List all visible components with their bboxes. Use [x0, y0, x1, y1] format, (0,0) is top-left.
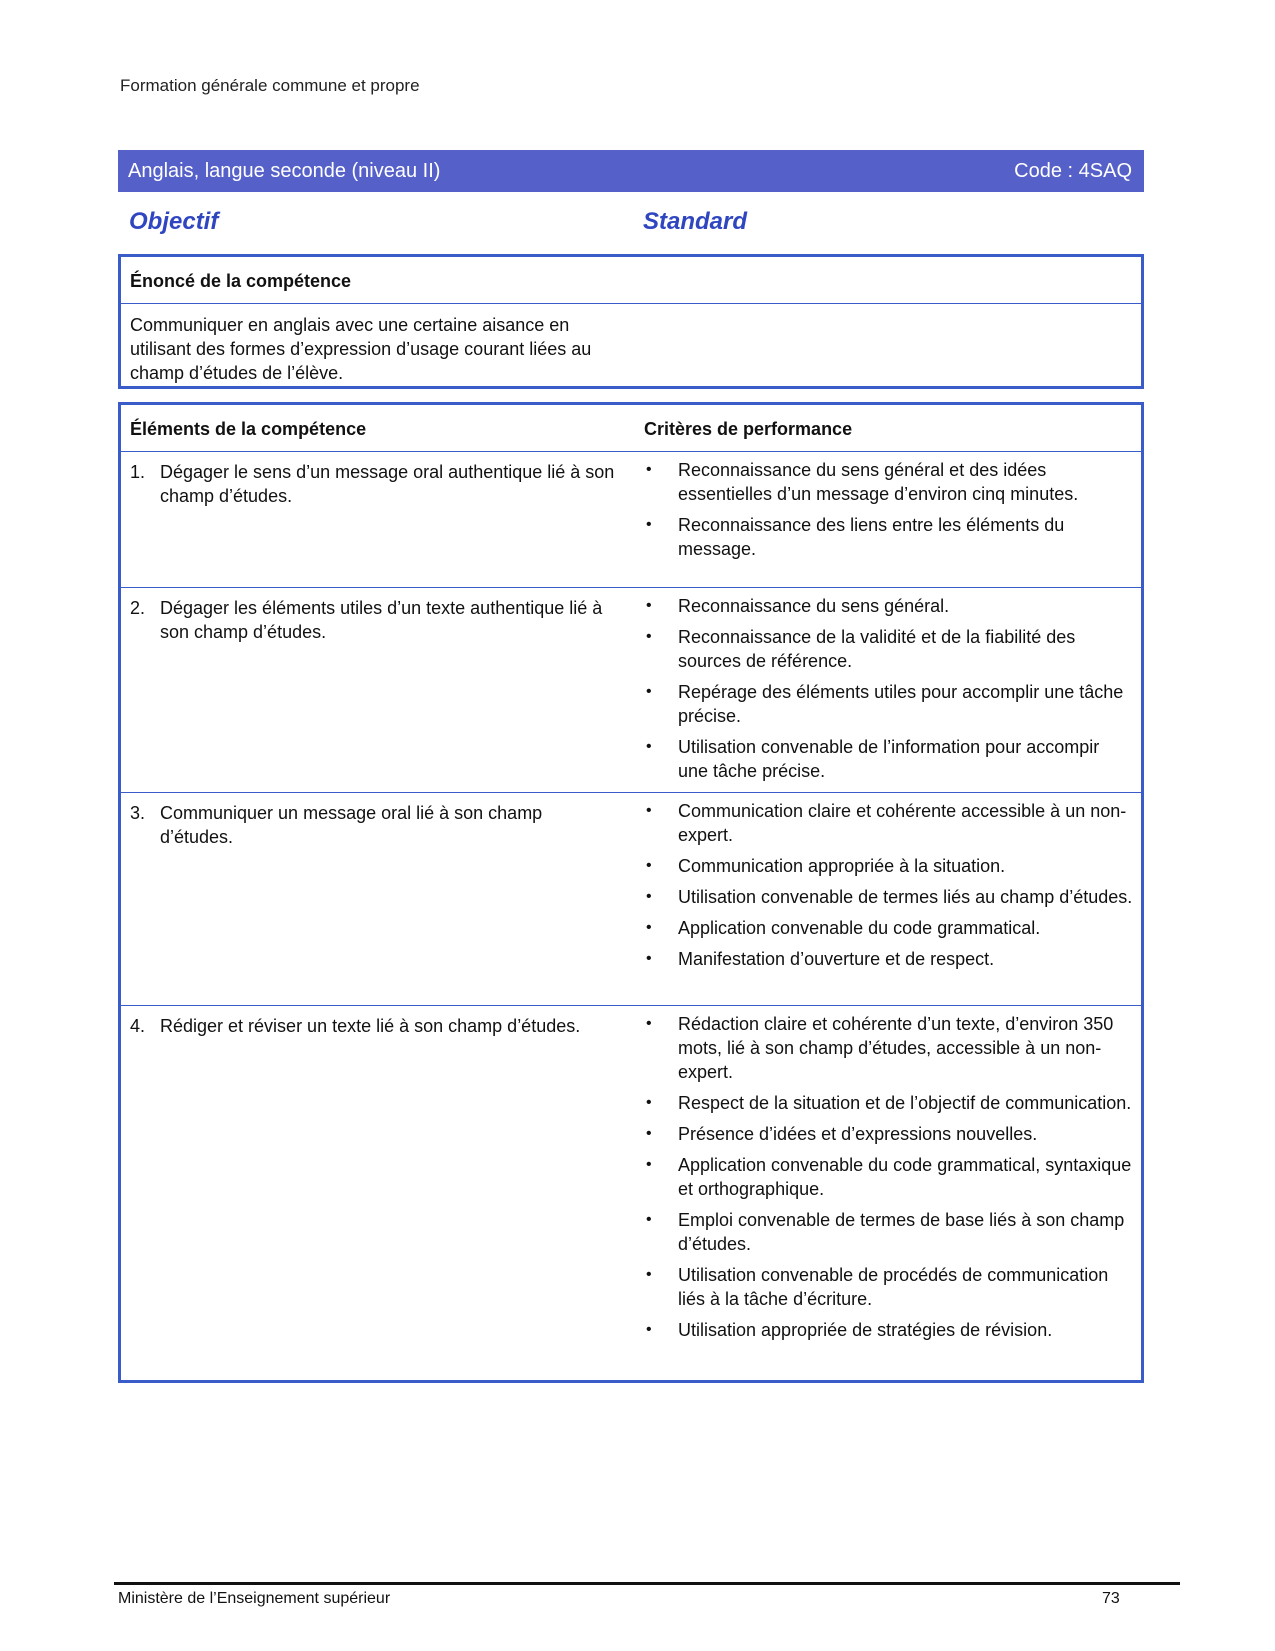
criterion-text: Communication appropriée à la situation. [678, 856, 1006, 876]
criterion-text: Utilisation convenable de termes liés au champ d’études. [678, 887, 1133, 907]
criterion-item [644, 854, 1134, 878]
criterion-text: Reconnaissance de la validité et de la fiabilité des sources de référence. [678, 627, 1076, 671]
bullet-icon: • [646, 1094, 652, 1111]
enonce-text: Communiquer en anglais avec une certaine aisance en utilisant des formes d’expression d’usage courant liées au champ d’études de l’élève. [130, 315, 592, 383]
element-text [130, 596, 620, 644]
criterion-text: Repérage des éléments utiles pour accomplir une tâche précise. [678, 682, 1124, 726]
objectif-heading: Objectif [129, 208, 219, 235]
criterion-text: Reconnaissance du sens général et des idées essentielles d’un message d’environ cinq minutes. [678, 460, 1079, 504]
criterion-text: Utilisation appropriée de stratégies de révision. [678, 1320, 1053, 1340]
criterion-item [644, 513, 1134, 561]
element-number: 1. [130, 462, 146, 482]
criterion-text: Utilisation convenable de l’information pour accompir une tâche précise. [678, 737, 1100, 781]
criterion-item [644, 458, 1134, 506]
bullet-icon: • [646, 1156, 652, 1173]
bullet-icon: • [646, 950, 652, 967]
course-title: Anglais, langue seconde (niveau II) [128, 159, 441, 182]
element-description: Rédiger et réviser un texte lié à son champ d’études. [160, 1016, 581, 1036]
bullet-icon: • [646, 683, 652, 700]
criterion-item [644, 1318, 1134, 1342]
criterion-text: Application convenable du code grammatical, syntaxique et orthographique. [678, 1155, 1132, 1199]
element-number: 3. [130, 803, 146, 823]
criterion-item [644, 680, 1134, 728]
criteria-list [644, 799, 1134, 978]
bullet-icon: • [646, 461, 652, 478]
element-description: Communiquer un message oral lié à son champ d’études. [160, 803, 543, 847]
course-title-bar [118, 150, 1144, 192]
criterion-text: Reconnaissance des liens entre les éléments du message. [678, 515, 1065, 559]
element-text [130, 1014, 620, 1038]
criteria-list [644, 458, 1134, 568]
criteria-list [644, 594, 1134, 790]
criterion-item [644, 1208, 1134, 1256]
criterion-text: Utilisation convenable de procédés de communication liés à la tâche d’écriture. [678, 1265, 1109, 1309]
criterion-item [644, 885, 1134, 909]
running-header: Formation générale commune et propre [120, 76, 420, 95]
col-criteres-heading: Critères de performance [644, 419, 853, 439]
criterion-item [644, 1091, 1134, 1115]
criteria-list [644, 1012, 1134, 1349]
criterion-text: Application convenable du code grammatical. [678, 918, 1041, 938]
page-number: 73 [1102, 1590, 1120, 1607]
element-description: Dégager les éléments utiles d’un texte authentique lié à son champ d’études. [160, 598, 603, 642]
subheadings [129, 208, 1139, 242]
criterion-item [644, 1153, 1134, 1201]
criterion-item [644, 947, 1134, 971]
bullet-icon: • [646, 1015, 652, 1032]
bullet-icon: • [646, 919, 652, 936]
bullet-icon: • [646, 516, 652, 533]
criterion-item [644, 916, 1134, 940]
criterion-item [644, 1263, 1134, 1311]
bullet-icon: • [646, 1266, 652, 1283]
course-code: Code : 4SAQ [1014, 159, 1132, 182]
criterion-text: Emploi convenable de termes de base liés à son champ d’études. [678, 1210, 1125, 1254]
element-row-2 [121, 588, 1141, 793]
criterion-item [644, 735, 1134, 783]
bullet-icon: • [646, 888, 652, 905]
element-row-4 [121, 1006, 1141, 1380]
bullet-icon: • [646, 597, 652, 614]
footer-ministry: Ministère de l’Enseignement supérieur [118, 1590, 391, 1607]
bullet-icon: • [646, 802, 652, 819]
criterion-item [644, 625, 1134, 673]
bullet-icon: • [646, 738, 652, 755]
criterion-text: Présence d’idées et d’expressions nouvelles. [678, 1124, 1038, 1144]
bullet-icon: • [646, 1211, 652, 1228]
criterion-text: Manifestation d’ouverture et de respect. [678, 949, 995, 969]
criterion-item [644, 1012, 1134, 1084]
criterion-item [644, 799, 1134, 847]
elements-table [118, 402, 1144, 1383]
bullet-icon: • [646, 1125, 652, 1142]
enonce-box [118, 254, 1144, 389]
standard-heading: Standard [643, 208, 748, 235]
criterion-text: Reconnaissance du sens général. [678, 596, 950, 616]
bullet-icon: • [646, 628, 652, 645]
element-row-1 [121, 452, 1141, 588]
element-row-3 [121, 793, 1141, 1006]
element-number: 4. [130, 1016, 146, 1036]
footer-rule [114, 1582, 1180, 1585]
bullet-icon: • [646, 857, 652, 874]
element-text [130, 460, 620, 508]
elements-table-header [121, 405, 1141, 452]
bullet-icon: • [646, 1321, 652, 1338]
criterion-text: Rédaction claire et cohérente d’un texte, d’environ 350 mots, lié à son champ d’études, accessible à un non-expert. [678, 1014, 1114, 1082]
element-description: Dégager le sens d’un message oral authentique lié à son champ d’études. [160, 462, 615, 506]
element-number: 2. [130, 598, 146, 618]
col-elements-heading: Éléments de la compétence [130, 419, 367, 439]
criterion-text: Respect de la situation et de l’objectif de communication. [678, 1093, 1132, 1113]
criterion-text: Communication claire et cohérente accessible à un non-expert. [678, 801, 1127, 845]
criterion-item [644, 1122, 1134, 1146]
criterion-item [644, 594, 1134, 618]
enonce-heading: Énoncé de la compétence [121, 257, 1141, 304]
element-text [130, 801, 620, 849]
